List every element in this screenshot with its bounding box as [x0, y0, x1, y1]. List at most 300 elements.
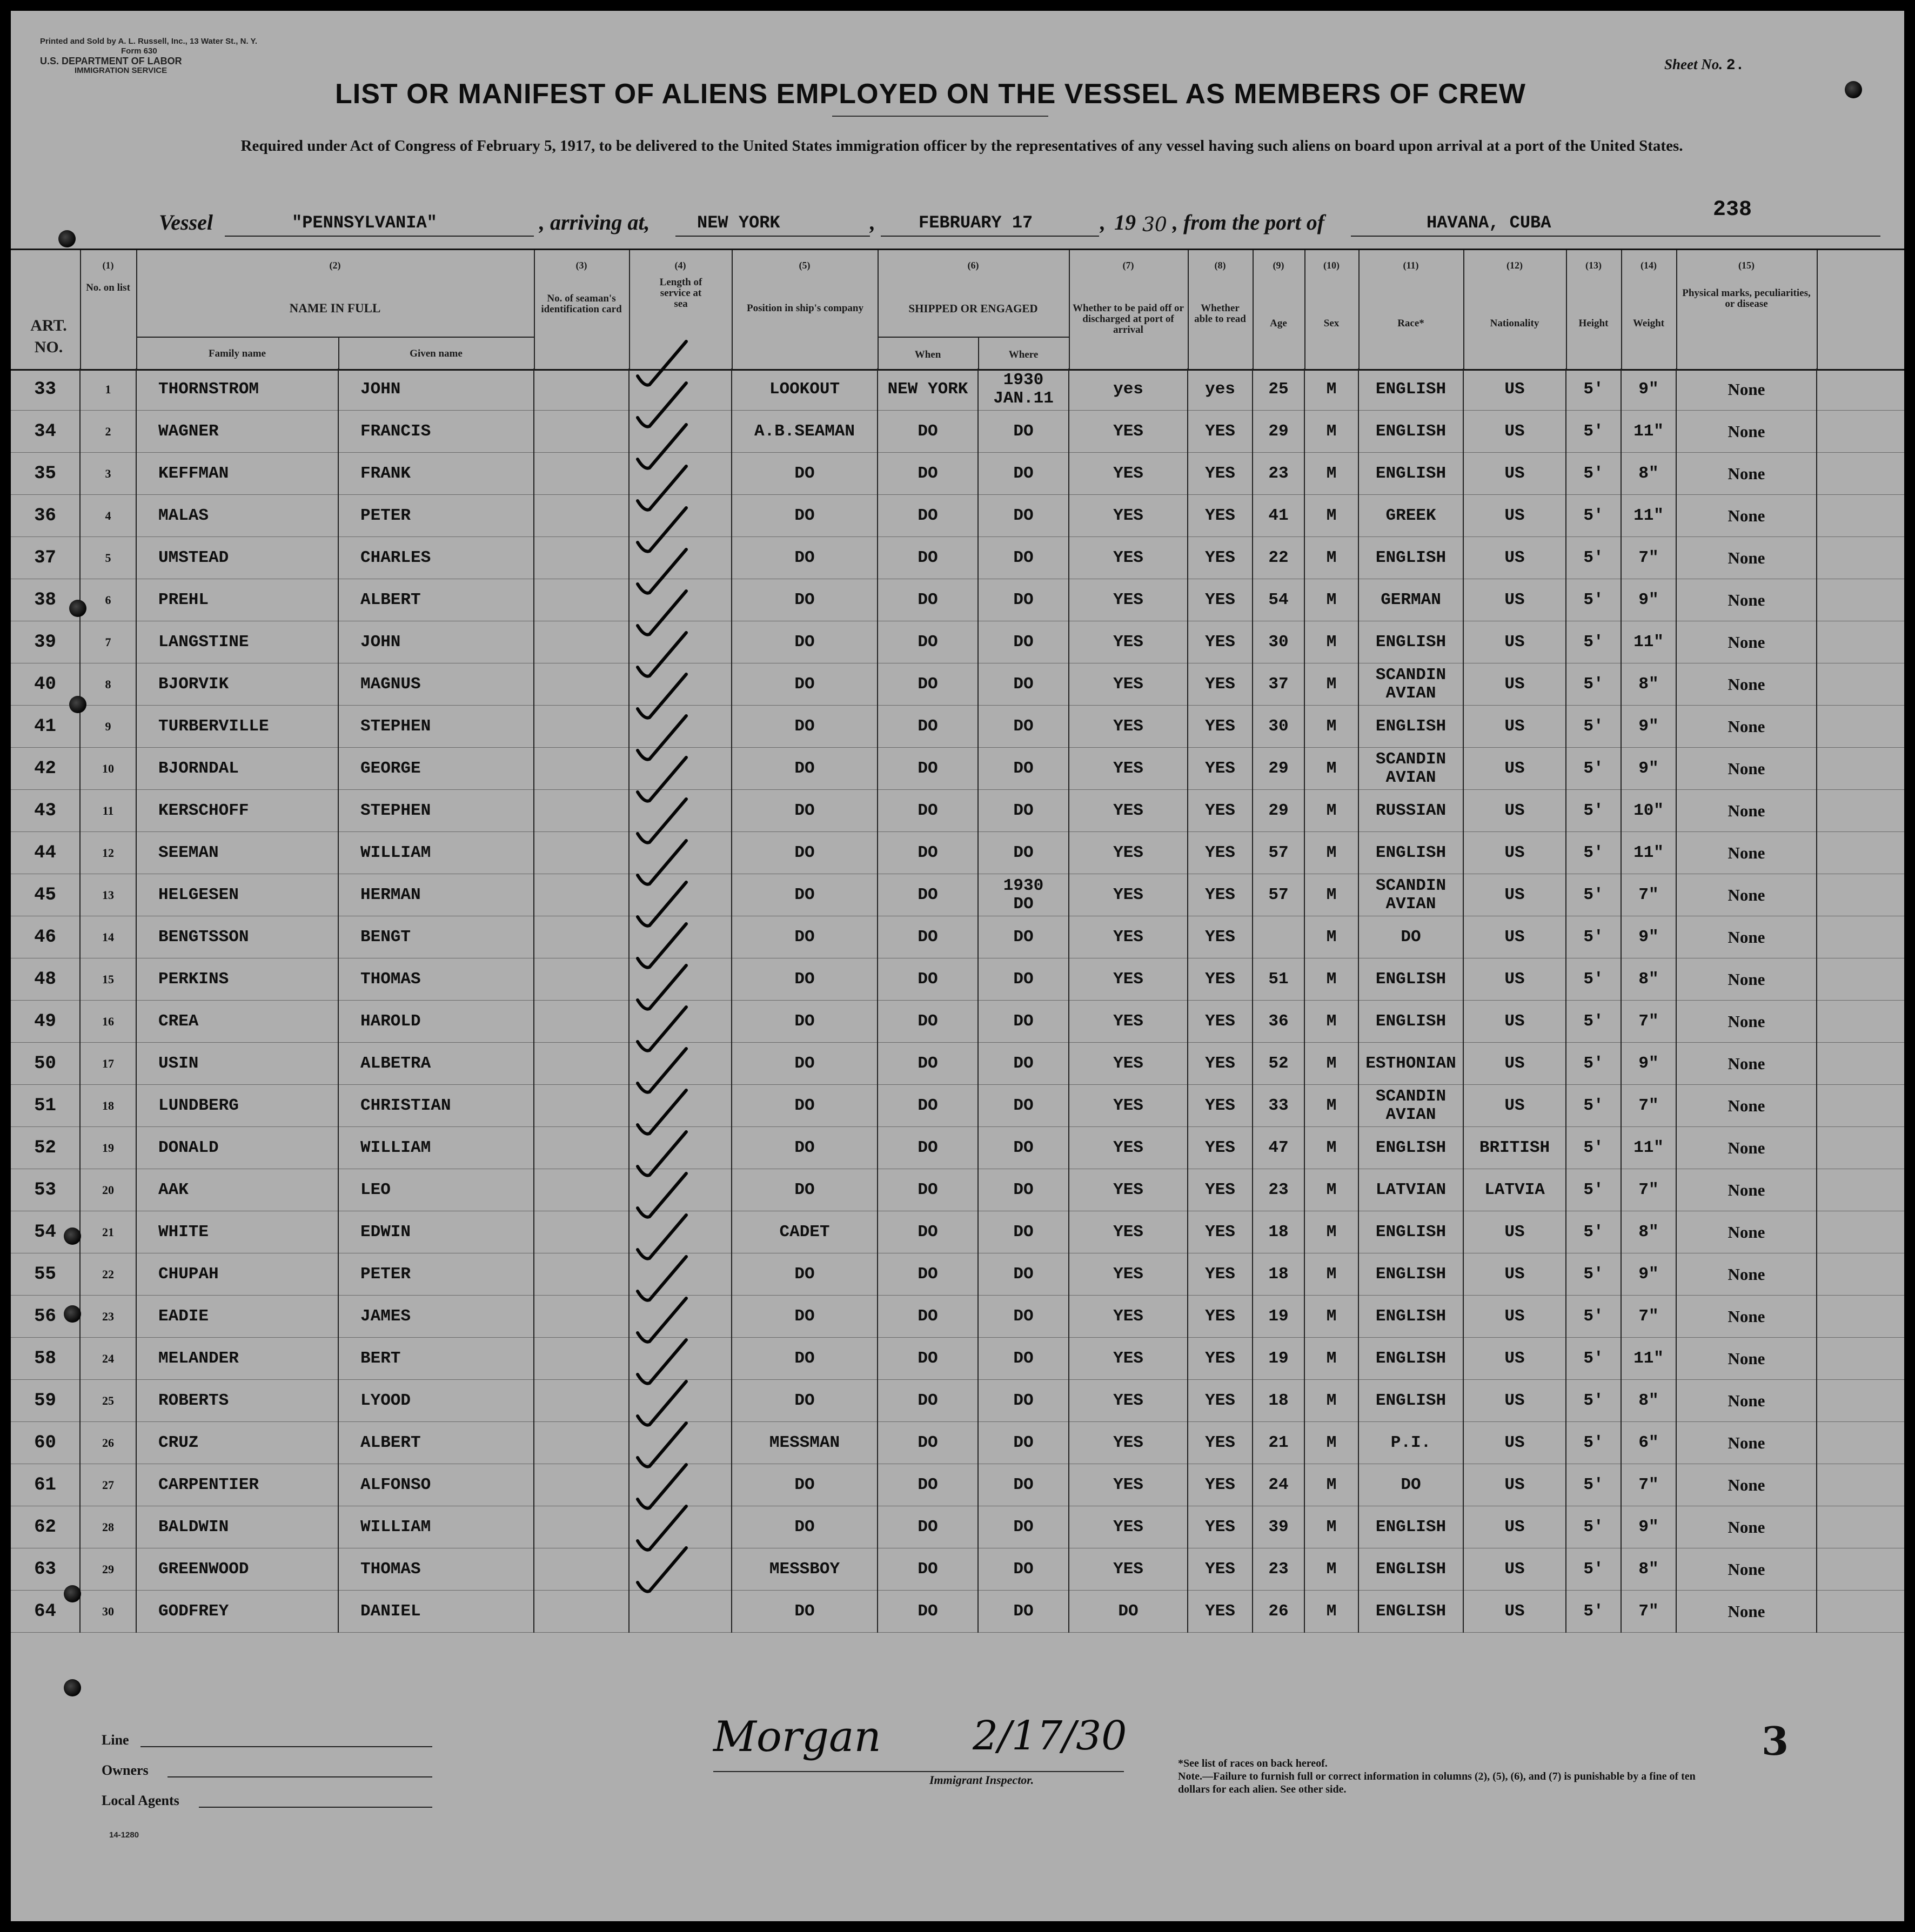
race-cell: SCANDIN AVIAN	[1358, 748, 1463, 790]
vessel-label: Vessel	[159, 210, 213, 234]
crew-row	[11, 1043, 1904, 1085]
family-name-cell: CRUZ	[136, 1422, 338, 1464]
able-to-read-cell: YES	[1188, 453, 1253, 495]
family-name-cell: EADIE	[136, 1296, 338, 1338]
nationality-cell: US	[1463, 1001, 1566, 1043]
able-to-read-cell: YES	[1188, 874, 1253, 916]
id-card-cell	[534, 1127, 629, 1169]
list-no-cell: 6	[80, 579, 136, 621]
nationality-cell: US	[1463, 1211, 1566, 1253]
height-cell: 5'	[1566, 790, 1621, 832]
title-rule	[832, 116, 1048, 117]
family-name-cell: CARPENTIER	[136, 1464, 338, 1506]
nationality-cell: US	[1463, 1506, 1566, 1548]
id-card-cell	[534, 1043, 629, 1085]
family-name-cell: MELANDER	[136, 1338, 338, 1380]
weight-cell: 11"	[1621, 411, 1676, 453]
blank-cell	[1817, 1127, 1904, 1169]
blank-cell	[1817, 1548, 1904, 1591]
able-to-read-cell: YES	[1188, 621, 1253, 663]
given-name-cell: ALBERT	[338, 579, 534, 621]
shipped-when-cell: DO	[878, 537, 978, 579]
family-name-cell: CHUPAH	[136, 1253, 338, 1296]
list-no-cell: 1	[80, 368, 136, 411]
id-card-cell	[534, 874, 629, 916]
arrival-date: FEBRUARY 17	[919, 213, 1033, 233]
age-cell: 18	[1253, 1211, 1304, 1253]
list-no-cell: 3	[80, 453, 136, 495]
family-name-cell: LUNDBERG	[136, 1085, 338, 1127]
race-cell: ESTHONIAN	[1358, 1043, 1463, 1085]
given-name-cell: PETER	[338, 495, 534, 537]
sex-cell: M	[1304, 621, 1358, 663]
list-no-cell: 30	[80, 1591, 136, 1633]
list-no-cell: 18	[80, 1085, 136, 1127]
able-to-read-cell: YES	[1188, 1253, 1253, 1296]
position-cell: DO	[732, 1001, 878, 1043]
shipped-where-cell: DO	[978, 1464, 1069, 1506]
weight-cell: 11"	[1621, 832, 1676, 874]
check-mark	[638, 1173, 686, 1217]
able-to-read-cell: YES	[1188, 958, 1253, 1001]
able-to-read-cell: YES	[1188, 832, 1253, 874]
blank-cell	[1817, 1591, 1904, 1633]
sex-cell: M	[1304, 411, 1358, 453]
id-card-cell	[534, 537, 629, 579]
art-no-cell: 46	[11, 916, 80, 958]
able-to-read-cell: YES	[1188, 1380, 1253, 1422]
position-cell: MESSBOY	[732, 1548, 878, 1591]
service-name: IMMIGRATION SERVICE	[75, 66, 168, 75]
shipped-when-cell: DO	[878, 1211, 978, 1253]
arrival-port: NEW YORK	[697, 213, 780, 233]
paid-off-cell: YES	[1069, 663, 1188, 706]
list-no-cell: 15	[80, 958, 136, 1001]
race-cell: ENGLISH	[1358, 1127, 1463, 1169]
shipped-where-cell: DO	[978, 1085, 1069, 1127]
shipped-where-cell: DO	[978, 1506, 1069, 1548]
races-note: *See list of races on back hereof.	[1178, 1757, 1328, 1769]
year-prefix: 19	[1114, 210, 1136, 234]
height-cell: 5'	[1566, 1169, 1621, 1211]
check-mark	[638, 1090, 686, 1134]
height-cell: 5'	[1566, 832, 1621, 874]
shipped-when-cell: DO	[878, 832, 978, 874]
paid-off-cell: YES	[1069, 1506, 1188, 1548]
art-no-cell: 43	[11, 790, 80, 832]
family-name-cell: MALAS	[136, 495, 338, 537]
age-cell: 25	[1253, 368, 1304, 411]
nationality-cell: US	[1463, 1296, 1566, 1338]
paid-off-cell: YES	[1069, 1338, 1188, 1380]
sex-cell: M	[1304, 1338, 1358, 1380]
check-mark	[638, 841, 686, 884]
list-no-cell: 20	[80, 1169, 136, 1211]
age-cell: 24	[1253, 1464, 1304, 1506]
given-name-cell: FRANK	[338, 453, 534, 495]
shipped-when-cell: DO	[878, 621, 978, 663]
paid-off-cell: YES	[1069, 1001, 1188, 1043]
art-no-cell: 36	[11, 495, 80, 537]
race-cell: P.I.	[1358, 1422, 1463, 1464]
family-name-cell: KERSCHOFF	[136, 790, 338, 832]
able-to-read-cell: YES	[1188, 1506, 1253, 1548]
check-mark	[638, 674, 686, 718]
race-cell: GREEK	[1358, 495, 1463, 537]
list-no-cell: 23	[80, 1296, 136, 1338]
age-cell: 23	[1253, 453, 1304, 495]
able-to-read-cell: YES	[1188, 495, 1253, 537]
blank-cell	[1817, 1001, 1904, 1043]
header-race: Race*	[1397, 318, 1424, 329]
position-cell: DO	[732, 621, 878, 663]
crew-table	[11, 368, 1904, 1633]
art-no-cell: 49	[11, 1001, 80, 1043]
weight-cell: 6"	[1621, 1422, 1676, 1464]
punch-hole	[69, 600, 86, 617]
physical-marks-cell: None	[1676, 537, 1817, 579]
crew-row	[11, 1211, 1904, 1253]
given-name-cell: ALBERT	[338, 1422, 534, 1464]
shipped-where-cell: 1930 JAN.11	[978, 368, 1069, 411]
shipped-when-cell: DO	[878, 663, 978, 706]
physical-marks-cell: None	[1676, 748, 1817, 790]
crew-row	[11, 958, 1904, 1001]
family-name-cell: LANGSTINE	[136, 621, 338, 663]
nationality-cell: US	[1463, 1085, 1566, 1127]
sex-cell: M	[1304, 958, 1358, 1001]
able-to-read-cell: YES	[1188, 579, 1253, 621]
punch-hole	[64, 1305, 81, 1323]
shipped-when-cell: DO	[878, 790, 978, 832]
weight-cell: 7"	[1621, 1591, 1676, 1633]
sex-cell: M	[1304, 453, 1358, 495]
position-cell: DO	[732, 1338, 878, 1380]
race-cell: ENGLISH	[1358, 1211, 1463, 1253]
crew-row	[11, 832, 1904, 874]
blank-cell	[1817, 1422, 1904, 1464]
crew-row	[11, 1464, 1904, 1506]
blank-cell	[1817, 958, 1904, 1001]
physical-marks-cell: None	[1676, 1380, 1817, 1422]
race-cell: ENGLISH	[1358, 411, 1463, 453]
blank-cell	[1817, 537, 1904, 579]
art-no-cell: 48	[11, 958, 80, 1001]
shipped-when-cell: DO	[878, 1253, 978, 1296]
given-name-cell: CHARLES	[338, 537, 534, 579]
stamp-number: 238	[1713, 198, 1752, 222]
blank-cell	[1817, 874, 1904, 916]
blank-cell	[1817, 1380, 1904, 1422]
family-name-cell: GREENWOOD	[136, 1548, 338, 1591]
shipped-when-cell: DO	[878, 958, 978, 1001]
crew-row	[11, 537, 1904, 579]
blank-cell	[1817, 1211, 1904, 1253]
race-cell: ENGLISH	[1358, 1591, 1463, 1633]
family-name-cell: SEEMAN	[136, 832, 338, 874]
art-no-cell: 56	[11, 1296, 80, 1338]
penalty-note: Note.—Failure to furnish full or correct information in columns (2), (5), (6), and (7) is punishable by a fine of ten dollars for each alien. See other side.	[1178, 1770, 1696, 1795]
physical-marks-cell: None	[1676, 1211, 1817, 1253]
family-name-cell: BALDWIN	[136, 1506, 338, 1548]
check-mark	[638, 591, 686, 635]
physical-marks-cell: None	[1676, 1001, 1817, 1043]
manifest-title: LIST OR MANIFEST OF ALIENS EMPLOYED ON THE VESSEL AS MEMBERS OF CREW	[335, 78, 1526, 110]
physical-marks-cell: None	[1676, 1296, 1817, 1338]
given-name-cell: GEORGE	[338, 748, 534, 790]
paid-off-cell: YES	[1069, 537, 1188, 579]
able-to-read-cell: YES	[1188, 1591, 1253, 1633]
crew-row	[11, 790, 1904, 832]
race-cell: SCANDIN AVIAN	[1358, 663, 1463, 706]
blank-cell	[1817, 495, 1904, 537]
id-card-cell	[534, 1338, 629, 1380]
nationality-cell: US	[1463, 1464, 1566, 1506]
sex-cell: M	[1304, 495, 1358, 537]
id-card-cell	[534, 748, 629, 790]
blank-cell	[1817, 1506, 1904, 1548]
check-mark	[638, 924, 686, 968]
race-cell: ENGLISH	[1358, 958, 1463, 1001]
nationality-cell: US	[1463, 1591, 1566, 1633]
nationality-cell: BRITISH	[1463, 1127, 1566, 1169]
blank-cell	[1817, 790, 1904, 832]
shipped-when-cell: DO	[878, 579, 978, 621]
list-no-cell: 28	[80, 1506, 136, 1548]
crew-row	[11, 874, 1904, 916]
list-no-cell: 11	[80, 790, 136, 832]
race-cell: SCANDIN AVIAN	[1358, 874, 1463, 916]
voyage-line	[11, 198, 1904, 249]
art-no-cell: 53	[11, 1169, 80, 1211]
id-card-cell	[534, 1169, 629, 1211]
shipped-when-cell: DO	[878, 748, 978, 790]
check-mark	[638, 1298, 686, 1342]
nationality-cell: US	[1463, 663, 1566, 706]
sheet-label: Sheet No.	[1664, 56, 1723, 72]
able-to-read-cell: YES	[1188, 411, 1253, 453]
height-cell: 5'	[1566, 1464, 1621, 1506]
crew-row	[11, 1548, 1904, 1591]
paid-off-cell: YES	[1069, 706, 1188, 748]
shipped-where-cell: DO	[978, 916, 1069, 958]
id-card-cell	[534, 1591, 629, 1633]
id-card-cell	[534, 790, 629, 832]
crew-row	[11, 621, 1904, 663]
check-mark	[638, 1548, 686, 1592]
position-cell: DO	[732, 1380, 878, 1422]
height-cell: 5'	[1566, 958, 1621, 1001]
physical-marks-cell: None	[1676, 1253, 1817, 1296]
position-cell: DO	[732, 916, 878, 958]
height-cell: 5'	[1566, 1380, 1621, 1422]
shipped-when-cell: DO	[878, 1085, 978, 1127]
paid-off-cell: YES	[1069, 1380, 1188, 1422]
nationality-cell: US	[1463, 706, 1566, 748]
family-name-cell: WHITE	[136, 1211, 338, 1253]
check-mark	[638, 1465, 686, 1508]
position-cell: CADET	[732, 1211, 878, 1253]
age-cell	[1253, 916, 1304, 958]
given-name-cell: BENGT	[338, 916, 534, 958]
age-cell: 19	[1253, 1338, 1304, 1380]
header-paid-off: Whether to be paid off or discharged at port of arrival	[1073, 303, 1184, 336]
weight-cell: 8"	[1621, 663, 1676, 706]
able-to-read-cell: YES	[1188, 1422, 1253, 1464]
id-card-cell	[534, 916, 629, 958]
crew-table-body	[11, 368, 1904, 1633]
blank-cell	[1817, 1043, 1904, 1085]
height-cell: 5'	[1566, 1422, 1621, 1464]
list-no-cell: 4	[80, 495, 136, 537]
art-no-cell: 34	[11, 411, 80, 453]
paid-off-cell: YES	[1069, 1043, 1188, 1085]
nationality-cell: US	[1463, 916, 1566, 958]
race-cell: ENGLISH	[1358, 1296, 1463, 1338]
header-length-of-service: Length of service at sea	[659, 277, 702, 310]
paid-off-cell: DO	[1069, 1591, 1188, 1633]
paid-off-cell: YES	[1069, 1127, 1188, 1169]
family-name-cell: KEFFMAN	[136, 453, 338, 495]
art-no-cell: 44	[11, 832, 80, 874]
height-cell: 5'	[1566, 1043, 1621, 1085]
check-mark	[638, 425, 686, 468]
printer-line: Printed and Sold by A. L. Russell, Inc., 13 Water St., N. Y.	[40, 37, 258, 46]
height-cell: 5'	[1566, 495, 1621, 537]
age-cell: 30	[1253, 621, 1304, 663]
header-no-on-list: No. on list	[86, 282, 130, 293]
position-cell: DO	[732, 790, 878, 832]
crew-row	[11, 453, 1904, 495]
age-cell: 57	[1253, 874, 1304, 916]
race-cell: ENGLISH	[1358, 368, 1463, 411]
sex-cell: M	[1304, 1085, 1358, 1127]
able-to-read-cell: YES	[1188, 1338, 1253, 1380]
shipped-where-cell: 1930 DO	[978, 874, 1069, 916]
position-cell: DO	[732, 1043, 878, 1085]
id-card-cell	[534, 1422, 629, 1464]
race-cell: ENGLISH	[1358, 1506, 1463, 1548]
art-no-cell: 39	[11, 621, 80, 663]
shipped-when-cell: DO	[878, 1591, 978, 1633]
family-name-cell: BENGTSSON	[136, 916, 338, 958]
weight-cell: 8"	[1621, 958, 1676, 1001]
physical-marks-cell: None	[1676, 1464, 1817, 1506]
family-name-cell: GODFREY	[136, 1591, 338, 1633]
punch-hole	[69, 696, 86, 713]
header-id-card: No. of seaman's identification card	[541, 293, 622, 315]
paid-off-cell: YES	[1069, 411, 1188, 453]
art-no-cell: 60	[11, 1422, 80, 1464]
blank-cell	[1817, 1464, 1904, 1506]
paid-off-cell: YES	[1069, 1464, 1188, 1506]
vessel-underline	[225, 236, 534, 237]
id-card-cell	[534, 1253, 629, 1296]
year-suffix: 30	[1142, 214, 1167, 236]
position-cell: DO	[732, 1169, 878, 1211]
nationality-cell: US	[1463, 1253, 1566, 1296]
crew-row	[11, 1253, 1904, 1296]
blank-cell	[1817, 579, 1904, 621]
shipped-where-cell: DO	[978, 1127, 1069, 1169]
race-cell: DO	[1358, 1464, 1463, 1506]
nationality-cell: US	[1463, 411, 1566, 453]
header-where: Where	[1008, 349, 1039, 360]
family-name-cell: TURBERVILLE	[136, 706, 338, 748]
height-cell: 5'	[1566, 1296, 1621, 1338]
paid-off-cell: YES	[1069, 916, 1188, 958]
age-cell: 29	[1253, 411, 1304, 453]
shipped-where-cell: DO	[978, 1548, 1069, 1591]
height-cell: 5'	[1566, 874, 1621, 916]
id-card-cell	[534, 663, 629, 706]
crew-row	[11, 663, 1904, 706]
age-cell: 18	[1253, 1253, 1304, 1296]
given-name-cell: HAROLD	[338, 1001, 534, 1043]
sex-cell: M	[1304, 832, 1358, 874]
given-name-cell: BERT	[338, 1338, 534, 1380]
race-cell: ENGLISH	[1358, 1548, 1463, 1591]
weight-cell: 7"	[1621, 537, 1676, 579]
family-name-cell: BJORVIK	[136, 663, 338, 706]
id-card-cell	[534, 1296, 629, 1338]
position-cell: DO	[732, 1296, 878, 1338]
given-name-cell: WILLIAM	[338, 832, 534, 874]
art-no-cell: 61	[11, 1464, 80, 1506]
check-mark	[638, 1506, 686, 1550]
able-to-read-cell: YES	[1188, 663, 1253, 706]
able-to-read-cell: YES	[1188, 1296, 1253, 1338]
able-to-read-cell: YES	[1188, 706, 1253, 748]
position-cell: LOOKOUT	[732, 368, 878, 411]
check-mark	[638, 965, 686, 1009]
list-no-cell: 29	[80, 1548, 136, 1591]
given-name-cell: MAGNUS	[338, 663, 534, 706]
list-no-cell: 5	[80, 537, 136, 579]
paid-off-cell: YES	[1069, 832, 1188, 874]
shipped-where-cell: DO	[978, 790, 1069, 832]
crew-row	[11, 411, 1904, 453]
art-no-cell: 64	[11, 1591, 80, 1633]
weight-cell: 7"	[1621, 874, 1676, 916]
position-cell: DO	[732, 874, 878, 916]
given-name-cell: LYOOD	[338, 1380, 534, 1422]
shipped-where-cell: DO	[978, 1001, 1069, 1043]
weight-cell: 9"	[1621, 579, 1676, 621]
paid-off-cell: YES	[1069, 1085, 1188, 1127]
list-no-cell: 12	[80, 832, 136, 874]
nationality-cell: US	[1463, 368, 1566, 411]
weight-cell: 7"	[1621, 1464, 1676, 1506]
art-no-cell: 37	[11, 537, 80, 579]
physical-marks-cell: None	[1676, 1127, 1817, 1169]
given-name-cell: STEPHEN	[338, 790, 534, 832]
check-mark	[638, 508, 686, 552]
art-no-cell: 40	[11, 663, 80, 706]
sex-cell: M	[1304, 1169, 1358, 1211]
height-cell: 5'	[1566, 411, 1621, 453]
weight-cell: 7"	[1621, 1169, 1676, 1211]
check-mark	[638, 549, 686, 593]
header-height: Height	[1578, 318, 1609, 329]
height-cell: 5'	[1566, 916, 1621, 958]
height-cell: 5'	[1566, 453, 1621, 495]
list-no-cell: 25	[80, 1380, 136, 1422]
header-weight: Weight	[1632, 318, 1665, 329]
crew-row	[11, 1422, 1904, 1464]
form-number: Form 630	[121, 46, 157, 56]
check-mark	[638, 1257, 686, 1300]
